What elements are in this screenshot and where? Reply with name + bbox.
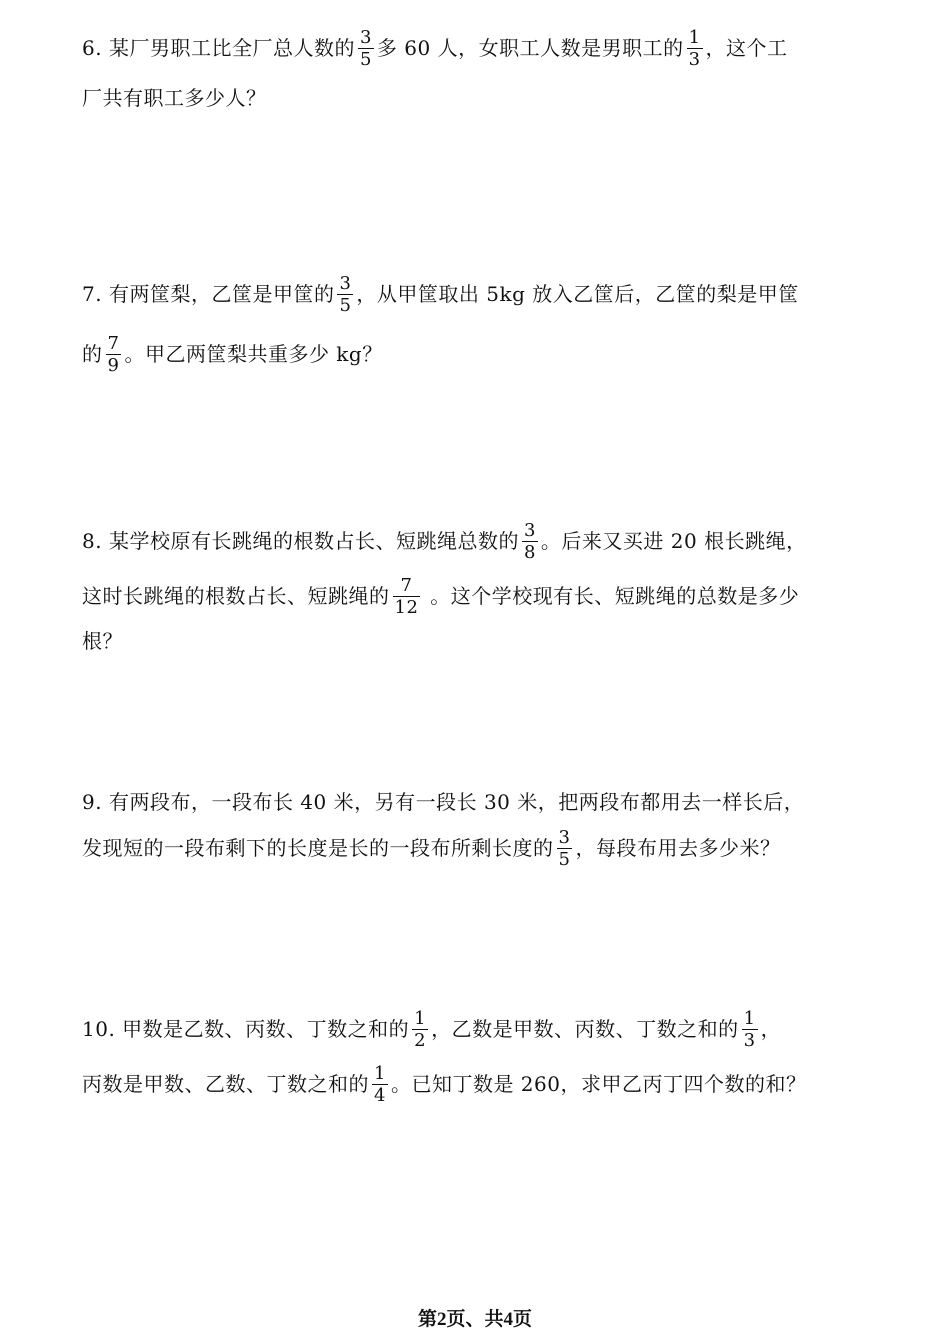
question-text: 6. 某厂男职工比全厂总人数的 xyxy=(82,36,355,60)
question-text: 。后来又买进 20 根长跳绳， xyxy=(540,529,807,553)
fraction-denominator: 5 xyxy=(558,849,571,870)
question-text: 的 xyxy=(82,342,103,366)
question-line xyxy=(82,20,872,76)
question-text: 。甲乙两筐梨共重多少 kg？ xyxy=(124,342,383,366)
fraction-numerator: 7 xyxy=(107,333,120,354)
question-text: 这时长跳绳的根数占长、短跳绳的 xyxy=(82,584,390,608)
question-text: ， xyxy=(760,1017,782,1041)
fraction-numerator: 3 xyxy=(558,827,571,848)
fraction-denominator: 3 xyxy=(743,1030,756,1051)
question-text: ，从甲筐取出 5kg 放入乙筐后，乙筐的梨是甲筐 xyxy=(356,282,799,306)
fraction xyxy=(372,1063,388,1106)
question-line xyxy=(82,1001,872,1057)
question-text: ，这个工 xyxy=(705,36,788,60)
fraction-denominator: 5 xyxy=(339,295,352,316)
fraction-denominator: 5 xyxy=(359,49,372,70)
question-text: 7. 有两筐梨，乙筐是甲筐的 xyxy=(82,282,335,306)
fraction-numerator: 3 xyxy=(339,273,352,294)
fraction xyxy=(742,1008,758,1051)
fraction-numerator: 1 xyxy=(743,1008,756,1029)
question-line xyxy=(82,513,872,569)
question-text: 丙数是甲数、乙数、丁数之和的 xyxy=(82,1072,369,1096)
fraction xyxy=(687,27,703,70)
question-line xyxy=(82,1056,872,1112)
fraction xyxy=(337,273,353,316)
question-line xyxy=(82,820,872,876)
fraction-numerator: 3 xyxy=(359,27,372,48)
fraction-denominator: 12 xyxy=(394,597,419,618)
question-text: 9. 有两段布，一段布长 40 米，另有一段长 30 米，把两段布都用去一样长后， xyxy=(82,790,805,814)
page-footer: 第2页、共4页 xyxy=(417,1309,532,1330)
fraction-denominator: 9 xyxy=(107,355,120,376)
question-text: 厂共有职工多少人？ xyxy=(82,86,267,110)
fraction-denominator: 4 xyxy=(374,1085,386,1106)
question-text: 。这个学校现有长、短跳绳的总数是多少 xyxy=(423,584,800,608)
fraction-denominator: 2 xyxy=(414,1030,427,1051)
fraction-numerator: 1 xyxy=(374,1063,386,1084)
question-text: 8. 某学校原有长跳绳的根数占长、短跳绳总数的 xyxy=(82,529,519,553)
fraction xyxy=(358,27,374,70)
fraction xyxy=(412,1008,428,1051)
question-line xyxy=(82,613,872,669)
fraction-numerator: 3 xyxy=(523,520,536,541)
question-text: ，每段布用去多少米？ xyxy=(575,836,781,860)
fraction xyxy=(106,333,122,376)
question-line xyxy=(82,70,872,126)
fraction-denominator: 8 xyxy=(523,542,536,563)
question-text: 。已知丁数是 260，求甲乙丙丁四个数的和？ xyxy=(390,1072,807,1096)
question-text: ，乙数是甲数、丙数、丁数之和的 xyxy=(431,1017,739,1041)
fraction xyxy=(557,827,573,870)
fraction-numerator: 1 xyxy=(414,1008,427,1029)
question-line xyxy=(82,266,872,322)
question-text: 10. 甲数是乙数、丙数、丁数之和的 xyxy=(82,1017,410,1041)
question-text: 根？ xyxy=(82,629,123,653)
question-text: 发现短的一段布剩下的长度是长的一段布所剩长度的 xyxy=(82,836,554,860)
fraction-numerator: 7 xyxy=(400,575,413,596)
fraction xyxy=(522,520,538,563)
fraction xyxy=(393,575,421,618)
question-line xyxy=(82,326,872,382)
fraction-denominator: 3 xyxy=(688,49,701,70)
fraction-numerator: 1 xyxy=(688,27,701,48)
question-text: 多 60 人，女职工人数是男职工的 xyxy=(376,36,684,60)
